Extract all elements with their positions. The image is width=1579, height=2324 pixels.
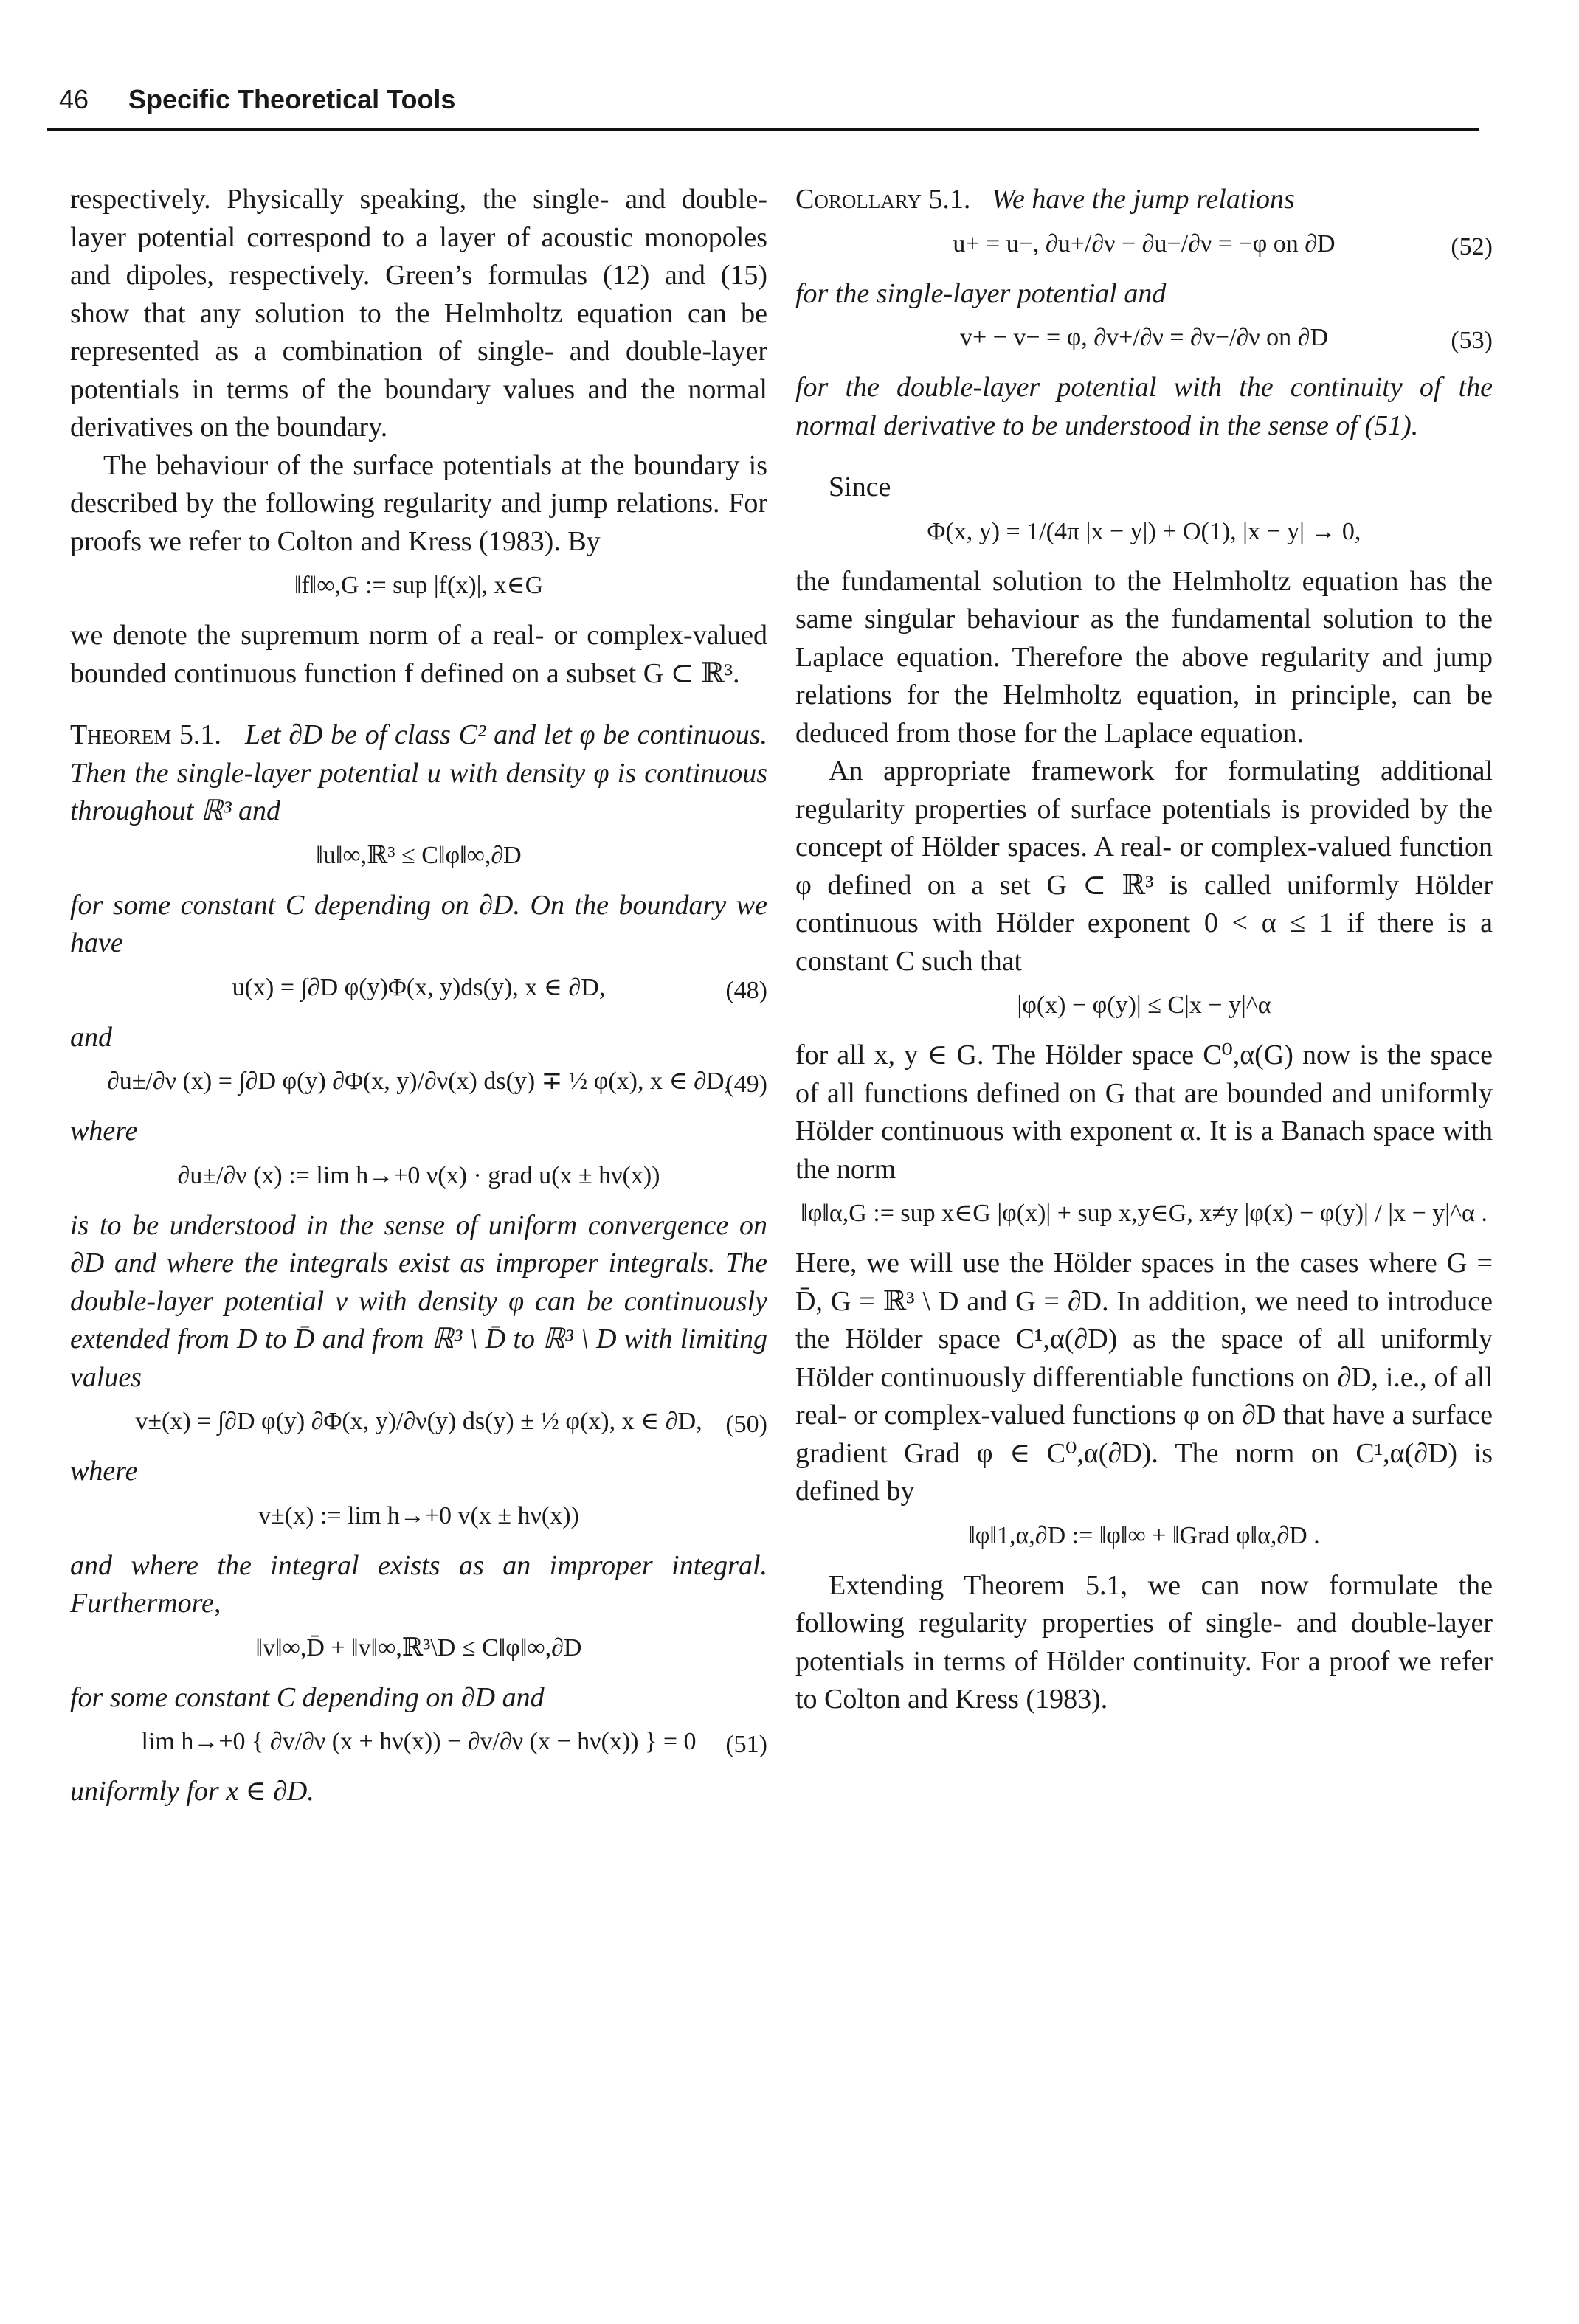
paragraph: respectively. Physically speaking, the single- and double-layer potential correspond to a layer of acoustic monopoles and dipoles, respectively. Green’s formulas (12) and (15) show that any solution to the Helmholtz equation can be represented as a combination of single- and double-layer potentials in terms of the boundary values and the normal derivatives on the boundary. [70,184,767,443]
corollary-text: We have the jump relations [991,184,1295,215]
equation-48 [70,963,767,1019]
equation-body: v±(x) = ∫∂D φ(y) ∂Φ(x, y)/∂ν(y) ds(y) ± ½ φ(x), x ∈ ∂D, [135,1408,702,1435]
equation-number: (50) [725,1411,767,1438]
theorem-label: Theorem 5.1. [70,719,221,750]
left-column [70,181,767,1811]
equation-body: u+ = u−, ∂u+/∂ν − ∂u−/∂ν = −φ on ∂D [953,229,1336,257]
corollary-label: Corollary 5.1. [795,184,971,215]
paragraph: is to be understood in the sense of uniform convergence on ∂D and where the integrals exist as improper integrals. The double-layer potential v with density φ can be continuously extended from D to D̄ and from ℝ³ \ D̄ to ℝ³ \ D with limiting values [70,1209,767,1393]
equation-holder-condition: |φ(x) − φ(y)| ≤ C|x − y|^α [1017,992,1271,1019]
equation-50 [70,1397,767,1453]
theorem-5-1 [70,716,767,831]
paragraph: the fundamental solution to the Helmholtz equation has the same singular behaviour as the fundamental solution to the Laplace equation. Therefore the above regularity and jump relations for the Helmholtz equation, in principle, can be deduced from those for the Laplace equation. [795,565,1493,749]
equation-sup-norm: ‖f‖∞,G := sup |f(x)|, x∈G [294,572,544,599]
paragraph: we denote the supremum norm of a real- or complex-valued bounded continuous function f defined on a subset G ⊂ ℝ³. [70,620,767,689]
equation-number: (49) [725,1071,767,1098]
equation-body: v+ − v− = φ, ∂v+/∂ν = ∂v−/∂ν on ∂D [959,324,1329,351]
equation-body: lim h→+0 { ∂v/∂ν (x + hν(x)) − ∂v/∂ν (x − hν(x)) } = 0 [141,1728,697,1755]
equation-body: ∂u±/∂ν (x) = ∫∂D φ(y) ∂Φ(x, y)/∂ν(x) ds(y) ∓ ½ φ(x), x ∈ ∂D, [106,1068,731,1095]
equation-number: (48) [725,976,767,1004]
equation-fundamental-solution: Φ(x, y) = 1/(4π |x − y|) + O(1), |x − y| → 0, [927,517,1361,545]
equation-u-norm: ‖u‖∞,ℝ³ ≤ C‖φ‖∞,∂D [316,841,522,869]
paragraph: for some constant C depending on ∂D and [70,1681,545,1713]
equation-49 [70,1056,767,1113]
equation-normal-derivative: ∂u±/∂ν (x) := lim h→+0 ν(x) · grad u(x ± hν(x)) [177,1161,660,1189]
paragraph: where [70,1116,138,1147]
paragraph: The behaviour of the surface potentials at the boundary is described by the following regularity and jump relations. For proofs we refer to Colton and Kress (1983). By [70,449,767,557]
running-head: Specific Theoretical Tools [128,84,456,114]
equation-c1-norm: ‖φ‖1,α,∂D := ‖φ‖∞ + ‖Grad φ‖α,∂D . [968,1521,1320,1549]
paragraph: Since [829,471,891,502]
corollary-5-1 [795,181,1493,219]
right-column [795,181,1493,1719]
page-number: 46 [59,84,89,114]
theorem-text: Let ∂D be of class C² and let φ be continuous. Then the single-layer potential u with density φ is continuous throughout ℝ³ and [70,719,767,826]
equation-53 [795,313,1493,369]
paragraph: for the single-layer potential and [795,277,1167,309]
equation-v-norm: ‖v‖∞,D̄ + ‖v‖∞,ℝ³\D ≤ C‖φ‖∞,∂D [255,1633,582,1661]
page-header [47,81,1479,131]
equation-number: (51) [725,1731,767,1758]
equation-body: u(x) = ∫∂D φ(y)Φ(x, y)ds(y), x ∈ ∂D, [232,973,606,1001]
equation-51 [70,1717,767,1773]
paragraph: An appropriate framework for formulating additional regularity properties of surface potentials is provided by the concept of Hölder spaces. A real- or complex-valued function φ defined on a set G ⊂ ℝ³ is called uniformly Hölder continuous with Hölder exponent 0 < α ≤ 1 if there is a constant C such that [795,755,1493,977]
equation-number: (52) [1451,232,1493,260]
paragraph: and where the integral exists as an improper integral. Furthermore, [70,1549,767,1619]
paragraph: for the double-layer potential with the continuity of the normal derivative to be understood in the sense of (51). [795,372,1493,441]
equation-52 [795,219,1493,275]
paragraph: for all x, y ∈ G. The Hölder space C⁰,α(G) now is the space of all functions defined on G that are bounded and uniformly Hölder continuous with exponent α. It is a Banach space with the norm [795,1040,1493,1185]
paragraph: Extending Theorem 5.1, we can now formulate the following regularity properties of single- and double-layer potentials in terms of Hölder continuity. For a proof we refer to Colton and Kress (1983). [795,1569,1493,1715]
paragraph: for some constant C depending on ∂D. On the boundary we have [70,889,767,958]
equation-limit-values: v±(x) := lim h→+0 v(x ± hν(x)) [258,1501,579,1529]
paragraph: uniformly for x ∈ ∂D. [70,1776,314,1807]
equation-number: (53) [1451,327,1493,354]
paragraph: Here, we will use the Hölder spaces in the cases where G = D̄, G = ℝ³ \ D and G = ∂D. In addition, we need to introduce the Hölder space C¹,α(∂D) as the space of all uniformly Hölder continuously differentiable functions on ∂D, i.e., of all real- or complex-valued functions φ on ∂D that have a surface gradient Grad φ ∈ C⁰,α(∂D). The norm on C¹,α(∂D) is defined by [795,1248,1493,1507]
paragraph: and [70,1021,112,1053]
equation-holder-norm: ‖φ‖α,G := sup x∈G |φ(x)| + sup x,y∈G, x≠y |φ(x) − φ(y)| / |x − y|^α . [801,1200,1488,1227]
paragraph: where [70,1456,138,1487]
